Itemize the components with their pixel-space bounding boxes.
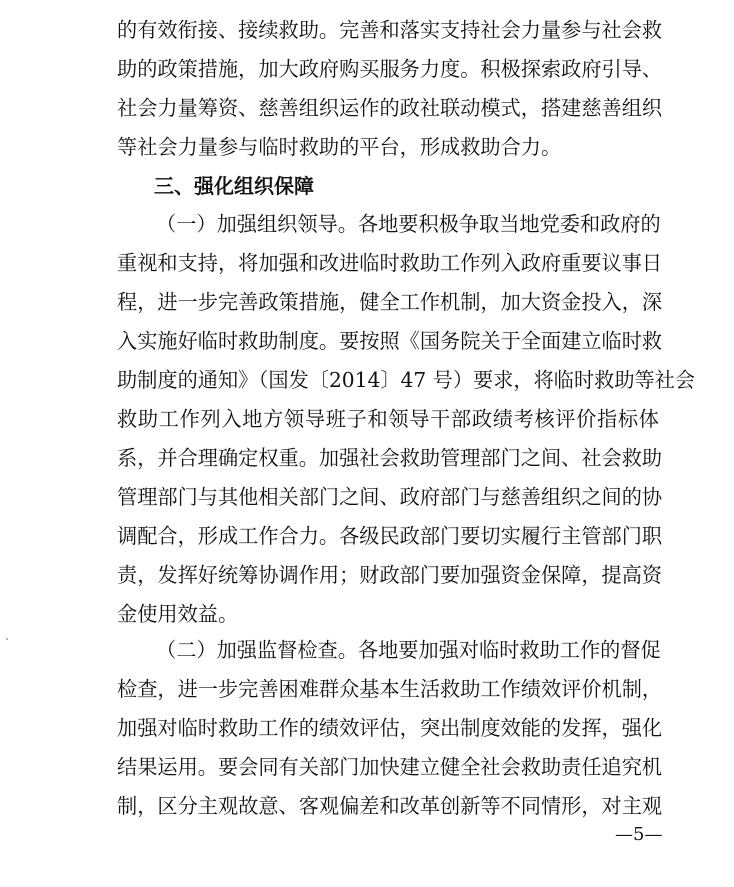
paragraph-line: 系，并合理确定权重。加强社会救助管理部门之间、社会救助	[117, 446, 663, 470]
paragraph-line: 金使用效益。	[117, 602, 239, 626]
text-line: 等社会力量参与临时救助的平台，形成救助合力。	[117, 135, 562, 159]
paragraph-line: 调配合，形成工作合力。各级民政部门要切实履行主管部门职	[117, 524, 663, 548]
paragraph-line: 程，进一步完善政策措施，健全工作机制，加大资金投入，深	[117, 290, 663, 314]
paragraph-line: 入实施好临时救助制度。要按照《国务院关于全面建立临时救	[117, 329, 663, 353]
paragraph-line: 救助工作列入地方领导班子和领导干部政绩考核评价指标体	[117, 407, 659, 431]
section-heading: 三、强化组织保障	[154, 174, 314, 198]
paragraph-line: （一）加强组织领导。各地要积极争取当地党委和政府的	[156, 212, 661, 236]
paragraph-line: 责，发挥好统筹协调作用；财政部门要加强资金保障，提高资	[117, 563, 663, 587]
text-line: 的有效衔接、接续救助。完善和落实支持社会力量参与社会救	[117, 18, 663, 42]
paragraph-line: 助制度的通知》（国发〔2014〕47 号）要求，将临时救助等社会	[117, 368, 696, 392]
paragraph-line: 重视和支持，将加强和改进临时救助工作列入政府重要议事日	[117, 251, 663, 275]
paragraph-line: 加强对临时救助工作的绩效评估，突出制度效能的发挥，强化	[117, 716, 663, 740]
text-line: 助的政策措施，加大政府购买服务力度。积极探索政府引导、	[117, 57, 663, 81]
paragraph-line: 制，区分主观故意、客观偏差和改革创新等不同情形，对主观	[117, 794, 663, 818]
scan-mark	[6, 638, 8, 640]
paragraph-line: 结果运用。要会同有关部门加快建立健全社会救助责任追究机	[117, 755, 663, 779]
paragraph-line: （二）加强监督检查。各地要加强对临时救助工作的督促	[156, 638, 661, 662]
page-number: —5—	[615, 824, 663, 845]
paragraph-line: 检查，进一步完善困难群众基本生活救助工作绩效评价机制，	[117, 677, 663, 701]
text-line: 社会力量筹资、慈善组织运作的政社联动模式，搭建慈善组织	[117, 96, 663, 120]
paragraph-line: 管理部门与其他相关部门之间、政府部门与慈善组织之间的协	[117, 485, 663, 509]
